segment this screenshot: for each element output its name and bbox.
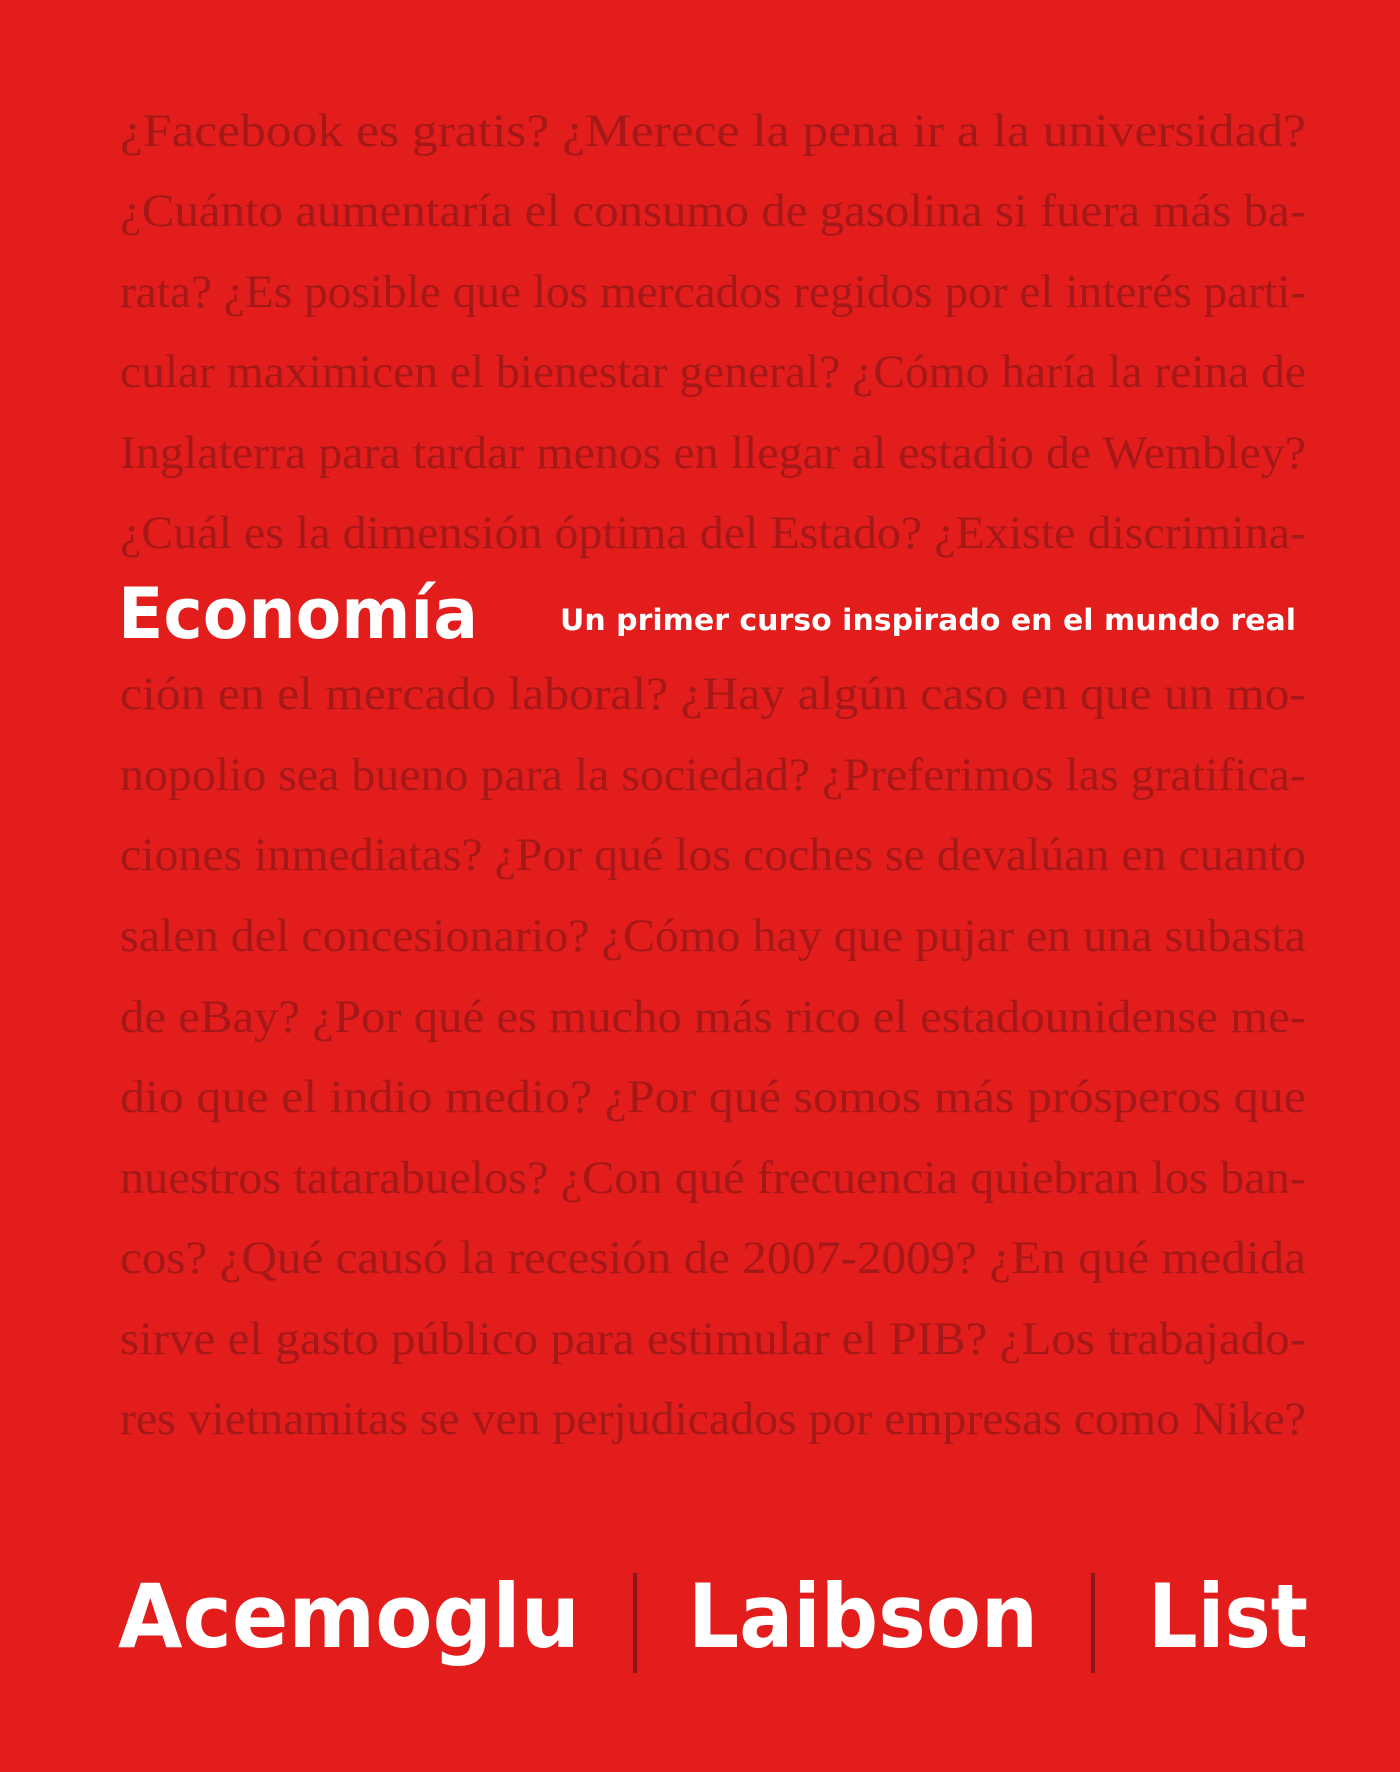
question-line [120,1148,1306,1208]
question-text: de eBay? ¿Por qué es mucho más rico el estadounidense me- [120,991,1306,1043]
question-text: ¿Facebook es gratis? ¿Merece la pena ir a la universidad? [120,105,1306,157]
question-text: ciones inmediatas? ¿Por qué los coches se devalúan en cuanto [120,829,1306,881]
question-line [120,101,1306,161]
question-text: nuestros tatarabuelos? ¿Con qué frecuencia quiebran los ban- [120,1152,1306,1204]
question-text: sirve el gasto público para estimular el PIB? ¿Los trabajado- [120,1313,1306,1365]
question-line [120,664,1306,724]
question-text: cos? ¿Qué causó la recesión de 2007-2009? ¿En qué medida [120,1232,1306,1284]
question-line [120,1067,1306,1127]
question-line [120,342,1306,402]
question-text: ¿Cuánto aumentaría el consumo de gasolina si fuera más ba- [120,185,1306,237]
question-line [120,181,1306,241]
question-text: salen del concesionario? ¿Cómo hay que pujar en una subasta [120,910,1307,962]
question-line [120,1228,1306,1288]
question-line [120,262,1306,322]
author-separator [633,1573,637,1673]
question-text: res vietnamitas se ven perjudicados por empresas como Nike? [120,1393,1306,1445]
question-line [120,503,1306,563]
question-text: ¿Cuál es la dimensión óptima del Estado? ¿Existe discrimina- [120,507,1306,559]
question-line [120,825,1306,885]
question-line [120,987,1306,1047]
question-line [120,1309,1306,1369]
book-subtitle: Un primer curso inspirado en el mundo real [560,603,1296,637]
question-text: cular maximicen el bienestar general? ¿Cómo haría la reina de [120,346,1306,398]
question-text: nopolio sea bueno para la sociedad? ¿Preferimos las gratifica- [120,749,1306,801]
question-text: ción en el mercado laboral? ¿Hay algún caso en que un mo- [120,668,1306,720]
question-text: Inglaterra para tardar menos en llegar al estadio de Wembley? [120,427,1307,479]
question-line [120,423,1306,483]
question-line [120,906,1306,966]
author-separator [1091,1573,1095,1673]
author-list: List [1148,1565,1308,1668]
author-acemoglu: Acemoglu [118,1565,580,1668]
question-text: rata? ¿Es posible que los mercados regidos por el interés parti- [120,266,1306,318]
question-text: dio que el indio medio? ¿Por qué somos más prósperos que [120,1071,1306,1123]
question-line [120,745,1306,805]
book-title: Economía [118,573,478,655]
question-line [120,1389,1306,1449]
author-laibson: Laibson [688,1565,1038,1668]
